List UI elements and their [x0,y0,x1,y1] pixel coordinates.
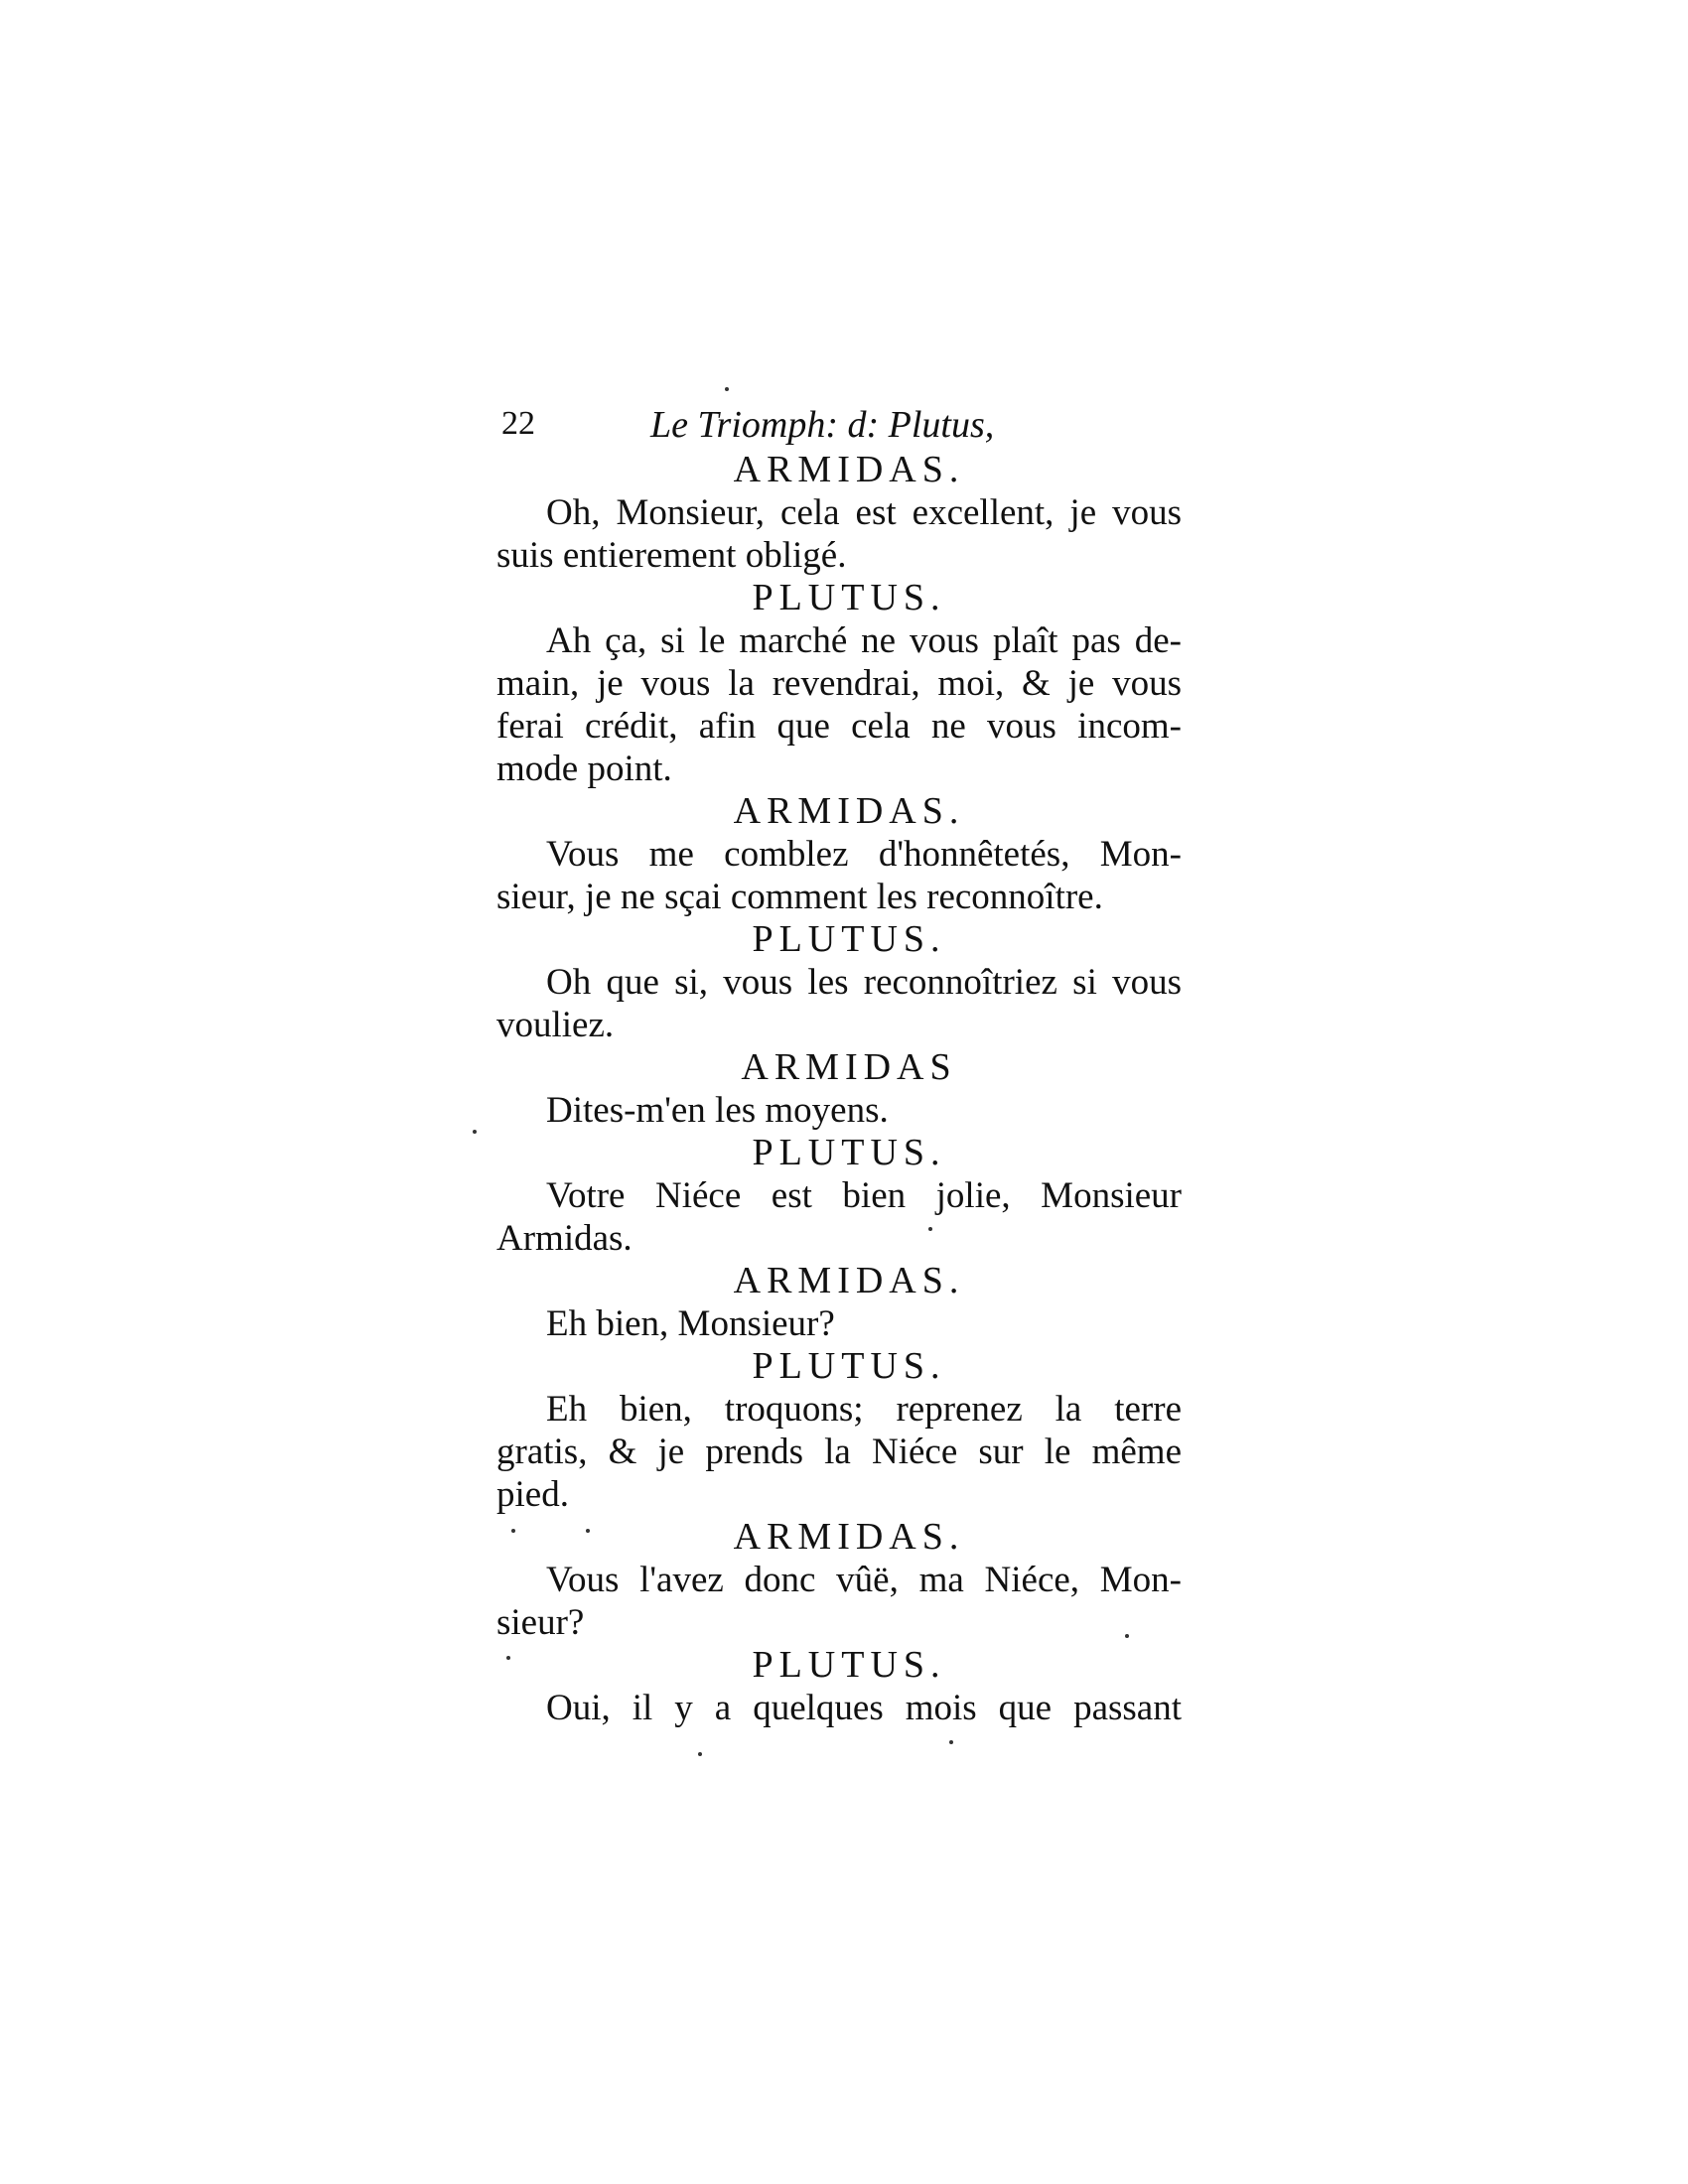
exchange [496,577,1182,790]
speech [496,1388,1182,1516]
speaker-name: ARMIDAS. [733,1516,965,1558]
speech-line: main, je vous la revendrai, moi, & je vous [496,663,1182,704]
speaker-name: ARMIDAS. [733,790,965,832]
scan-speck [473,1130,477,1134]
scan-speck [725,387,729,391]
exchange [496,449,1182,577]
speaker-name: PLUTUS. [752,1644,946,1686]
speaker-name: ARMIDAS. [733,1260,965,1301]
speech-line: Vous me comblez d'honnêtetés, Mon- [546,834,1182,875]
speech-line: Votre Niéce est bien jolie, Monsieur [546,1175,1182,1216]
speech-line: Ah ça, si le marché ne vous plaît pas de- [546,620,1182,661]
speaker-name: ARMIDAS. [733,449,965,490]
speaker-name: PLUTUS. [752,918,946,960]
speech-line: Oh que si, vous les reconnoîtriez si vous [546,962,1182,1003]
speech-line: Vous l'avez donc vûë, ma Niéce, Mon- [546,1560,1182,1600]
running-title: Le Triomph: d: Plutus, [650,404,995,446]
scan-speck [506,1656,510,1660]
exchange [496,1046,1182,1132]
speech-line: Armidas. [496,1218,633,1259]
speaker-name: PLUTUS. [752,577,946,618]
exchange [496,918,1182,1046]
speech-line: gratis, & je prends la Niéce sur le même [496,1432,1182,1472]
speech-line: vouliez. [496,1005,615,1045]
scan-speck [928,1227,932,1231]
speaker-name: ARMIDAS [741,1046,957,1088]
speech [496,833,1182,918]
speech-line: ferai crédit, afin que cela ne vous incom- [496,706,1182,747]
speaker-name: PLUTUS. [752,1132,946,1173]
speech [496,619,1182,790]
page-number: 22 [501,405,535,442]
dialogue-text [496,449,1182,1729]
exchange [496,790,1182,918]
speech-line: Eh bien, troquons; reprenez la terre [546,1389,1182,1430]
speech-line: Oui, il y a quelques mois que passant [546,1688,1182,1728]
speech-line: mode point. [496,749,672,789]
speech [496,1559,1182,1644]
speech-line: pied. [496,1474,569,1515]
speech-line: suis entierement obligé. [496,535,847,576]
exchange [496,1260,1182,1345]
speech-line: Eh bien, Monsieur? [546,1303,835,1344]
speaker-name: PLUTUS. [752,1345,946,1387]
exchange [496,1516,1182,1644]
speech [496,1302,1182,1345]
speech-line: Dites-m'en les moyens. [546,1090,889,1131]
scan-speck [949,1740,953,1744]
scan-speck [698,1752,702,1756]
speech [496,1089,1182,1132]
speech [496,1174,1182,1260]
scan-speck [1125,1634,1129,1638]
speech-line: sieur? [496,1602,585,1643]
speech-line: sieur, je ne sçai comment les reconnoître. [496,877,1103,917]
exchange [496,1644,1182,1729]
exchange [496,1345,1182,1516]
page-header [501,405,1216,455]
scan-speck [586,1529,590,1533]
scan-speck [511,1529,515,1533]
speech [496,1687,1182,1729]
speech [496,491,1182,577]
exchange [496,1132,1182,1260]
speech-line: Oh, Monsieur, cela est excellent, je vous [546,492,1182,533]
speech [496,961,1182,1046]
